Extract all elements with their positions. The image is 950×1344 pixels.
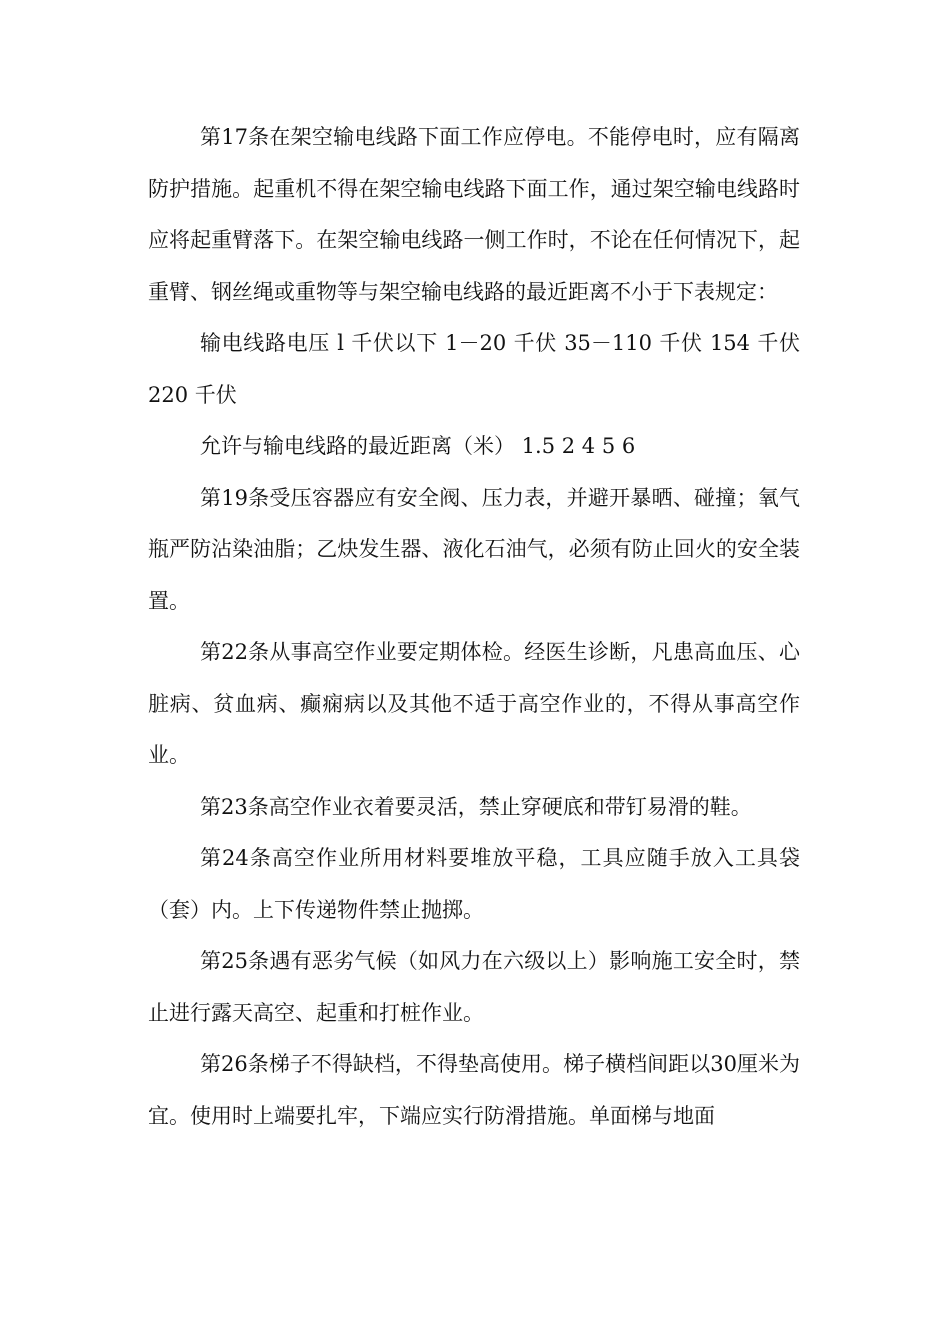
- document-body: [148, 112, 800, 1142]
- paragraph-article-17: 第17条在架空输电线路下面工作应停电。不能停电时，应有隔离防护措施。起重机不得在架空输电线路下面工作，通过架空输电线路时应将起重臂落下。在架空输电线路一侧工作时，不论在任何情况下，起重臂、钢丝绳或重物等与架空输电线路的最近距离不小于下表规定：: [148, 125, 800, 304]
- paragraph-article-26: 第26条梯子不得缺档，不得垫高使用。梯子横档间距以30厘米为宜。使用时上端要扎牢，下端应实行防滑措施。单面梯与地面: [148, 1052, 800, 1128]
- paragraph-article-22: 第22条从事高空作业要定期体检。经医生诊断，凡患高血压、心脏病、贫血病、癫痫病以及其他不适于高空作业的，不得从事高空作业。: [148, 640, 800, 767]
- paragraph-article-25: 第25条遇有恶劣气候（如风力在六级以上）影响施工安全时，禁止进行露天高空、起重和打桩作业。: [148, 949, 800, 1025]
- paragraph-article-24: 第24条高空作业所用材料要堆放平稳，工具应随手放入工具袋（套）内。上下传递物件禁止抛掷。: [148, 846, 800, 922]
- paragraph-article-19: 第19条受压容器应有安全阀、压力表，并避开暴晒、碰撞；氧气瓶严防沾染油脂；乙炔发生器、液化石油气，必须有防止回火的安全装置。: [148, 485, 800, 613]
- paragraph-voltage-row: 输电线路电压 l 千伏以下 1－20 千伏 35－110 千伏 154 千伏 220 千伏: [148, 331, 800, 407]
- paragraph-article-23: 第23条高空作业衣着要灵活，禁止穿硬底和带钉易滑的鞋。: [200, 794, 752, 819]
- paragraph-distance-row: 允许与输电线路的最近距离（米） 1.5 2 4 5 6: [200, 434, 636, 458]
